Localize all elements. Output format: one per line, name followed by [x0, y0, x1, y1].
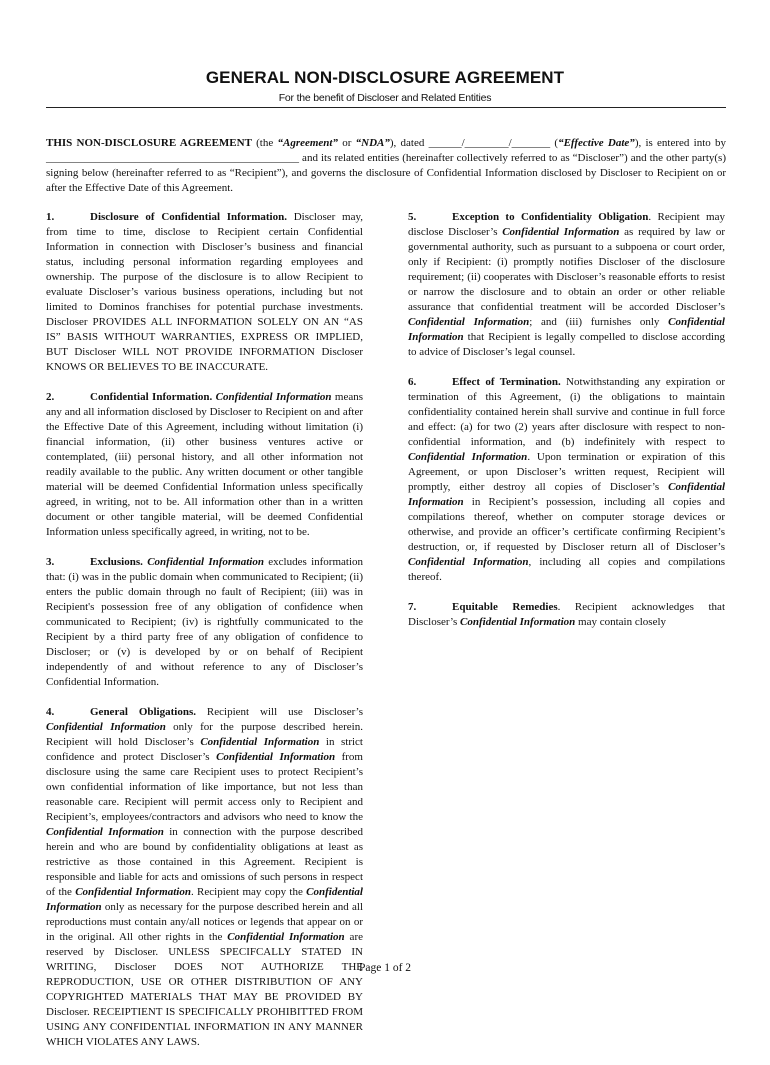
- section-body: excludes information that: (i) was in the public domain when communicated to Recipient; (ii) enters the public domain through no fault of Recipient; (iii) was in Recipient's possession free of any obligation of confidence when communicated to Recipient; (iv) is rightfully communicated to the Recipient by a third party free of any obligation of confidence to Discloser; or (v) is developed by or on behalf of Recipient independently of and without reference to any of Discloser’s Confidential Information.: [46, 556, 364, 688]
- term-confidential-information: Confidential Information: [408, 481, 725, 508]
- term-confidential-information: Confidential Information: [46, 826, 164, 838]
- title-divider: [46, 107, 726, 108]
- section-body: that Recipient is legally compelled to disclose according to advice of Discloser’s legal counsel.: [408, 331, 725, 358]
- left-column: [46, 210, 363, 1065]
- intro-text: ), is entered into by ______________________________________________ and its related entities (hereinafter collectively referred to as “Discloser”) and the other party(s) signing below (hereinafter referred to as “Recipient”), and governs the disclosure of Confidential Information disclosed by Discloser to Recipient on or after the Effective Date of this Agreement.: [46, 137, 726, 194]
- term-confidential-information: Confidential Information: [75, 886, 191, 898]
- section-body: as required by law or governmental authority, such as pursuant to a subpoena or court order, only if Recipient: (i) promptly notifies Discloser of the disclosure requirement; (ii) cooperates with Discloser’s reasonable efforts to resist or narrow the disclosure and to obtain an order or other reliable assurance that confidential treatment will be accorded Discloser’s: [408, 226, 725, 313]
- section-body: Notwithstanding any expiration or termination of this Agreement, (i) the obligations to maintain confidentiality contained herein shall survive and continue in full force and effect: (a) for two (2) years after disclosure with respect to non-confidential information, and (b) indefinitely with respect to: [408, 376, 725, 448]
- section-number: 7.: [408, 601, 417, 613]
- section-5: [408, 210, 725, 360]
- term-confidential-information: Confidential Information: [215, 391, 332, 403]
- intro-text: ), dated ______/________/_______ (: [389, 137, 559, 149]
- section-body: . Recipient acknowledges that Discloser’s: [408, 601, 725, 628]
- intro-term-agreement: “Agreement”: [277, 137, 338, 149]
- term-confidential-information: Confidential Information: [460, 616, 576, 628]
- section-3: [46, 555, 363, 690]
- intro-text: (the: [251, 137, 278, 149]
- section-7: [408, 600, 725, 630]
- term-confidential-information: Confidential Information: [408, 316, 725, 343]
- term-confidential-information: Confidential Information: [502, 226, 620, 238]
- section-body: in Recipient’s possession, including all copies and compilations thereof, whether on computer storage devices or otherwise, and provide an officer’s certificate confirming Recipient’s destruction, or, if requested by Discloser return all of Discloser’s: [408, 496, 725, 553]
- section-body: may contain closely: [575, 616, 667, 628]
- section-4-start: [46, 705, 363, 1050]
- section-body: Recipient will use Discloser’s: [195, 706, 364, 718]
- term-confidential-information: Confidential Information: [200, 736, 320, 748]
- section-6: [408, 375, 725, 585]
- section-body: are reserved by Discloser. UNLESS SPECIFCALLY STATED IN WRITING, Discloser DOES NOT AUTHORIZE THE REPRODUCTION, USE OR OTHER DISTRIBUTION OF ANY COPYRIGHTED MATERIALS THAT MAY BE PROVIDED BY Discloser. RECEIPTIENT IS SPECIFICALLY PROHIBITTED FROM USING ANY CONFIDENTIAL INFORMATION IN ANY MANNER WHICH VIOLATES ANY LAWS.: [46, 931, 363, 1048]
- section-body: from disclosure using the same care Recipient uses to protect Recipient’s own confidential information of like importance, but not less than reasonable care. Recipient will permit access only to Recipient and Recipient’s, employees/contractors and advisors who need to know the: [46, 751, 363, 823]
- intro-lead: THIS NON-DISCLOSURE AGREEMENT: [46, 137, 252, 149]
- term-confidential-information: Confidential Information: [216, 751, 336, 763]
- section-number: 2.: [46, 391, 55, 403]
- section-number: 1.: [46, 211, 55, 223]
- section-body: Discloser may, from time to time, disclose to Recipient certain Confidential Information in connection with Discloser’s business and financial status, including personal information regarding employees and ownership. The purpose of the disclosure is to allow Recipient to evaluate Discloser’s various business operations, including but not limited to Dominos franchises for potential purchase investments. Discloser PROVIDES ALL INFORMATION SOLELY ON AN “AS IS” BASIS WITHOUT WARRANTIES, EXPRESS OR IMPLIED, BUT Discloser WILL NOT PROVIDE INFORMATION Discloser KNOWS OR BELIEVES TO BE INACCURATE.: [46, 211, 363, 373]
- section-body: in connection with the purpose described herein and who are bound by confidentiality obligations at least as restrictive as those contained in this Agreement. Recipient is responsible and liable for acts and omissions of such persons in respect of the: [46, 826, 363, 898]
- section-number: 4.: [46, 706, 55, 718]
- term-confidential-information: Confidential Information: [46, 886, 363, 913]
- intro-text: or: [337, 137, 356, 149]
- section-heading: Equitable Remedies: [452, 601, 558, 613]
- section-body: . Recipient may copy the: [190, 886, 307, 898]
- section-heading: Exception to Confidentiality Obligation: [452, 211, 649, 223]
- section-heading: General Obligations.: [90, 706, 196, 718]
- section-body: means any and all information disclosed by Discloser to Recipient on and after the Effective Date of this Agreement, including without limitation (i) financial information, (ii) other business ventures active or contemplated, (iii) personal history, and all other information not readily available to the public. Any written document or other tangible material will be deemed Confidential Information unless specifically agreed, in writing, not to be. All information other than in a written document or other tangible material, will be deemed Confidential Information unless specifically agreed, in writing, not to be.: [46, 391, 363, 538]
- section-1: [46, 210, 363, 375]
- document-title: GENERAL NON-DISCLOSURE AGREEMENT: [205, 68, 565, 87]
- section-body: , including all copies and compilations thereof.: [408, 556, 725, 583]
- term-confidential-information: Confidential Information: [408, 316, 530, 328]
- section-number: 5.: [408, 211, 417, 223]
- section-body: in strict confidence and protect Discloser’s: [46, 736, 363, 763]
- section-number: 3.: [46, 556, 55, 568]
- section-body: . Upon termination or expiration of this Agreement, or upon Discloser’s written request, Recipient will promptly, either destroy all copies of Discloser’s: [408, 451, 725, 493]
- document-subtitle: For the benefit of Discloser and Related Entities: [278, 92, 492, 104]
- intro-paragraph: [46, 136, 726, 196]
- section-heading: Exclusions.: [90, 556, 143, 568]
- intro-term-effective-date: “Effective Date”: [558, 137, 635, 149]
- section-heading: Effect of Termination.: [452, 376, 561, 388]
- right-column: [408, 210, 725, 645]
- term-confidential-information: Confidential Information: [408, 556, 529, 568]
- section-body: only for the purpose described herein. Recipient will hold Discloser’s: [46, 721, 363, 748]
- term-confidential-information: Confidential Information: [227, 931, 345, 943]
- section-2: [46, 390, 363, 540]
- section-body: ; and (iii) furnishes only: [529, 316, 669, 328]
- intro-term-nda: “NDA”: [355, 137, 390, 149]
- section-heading: Disclosure of Confidential Information.: [90, 211, 287, 223]
- section-heading: Confidential Information.: [90, 391, 213, 403]
- section-number: 6.: [408, 376, 417, 388]
- section-body: . Recipient may disclose Discloser’s: [408, 211, 725, 238]
- page-number: Page 1 of 2: [358, 962, 412, 974]
- term-confidential-information: Confidential Information: [408, 451, 528, 463]
- term-confidential-information: Confidential Information: [46, 721, 166, 733]
- section-body: only as necessary for the purpose described herein and all reproductions must contain any/all notices or legends that appear on or in the original. All other rights in the: [46, 901, 363, 943]
- term-confidential-information: Confidential Information: [147, 556, 264, 568]
